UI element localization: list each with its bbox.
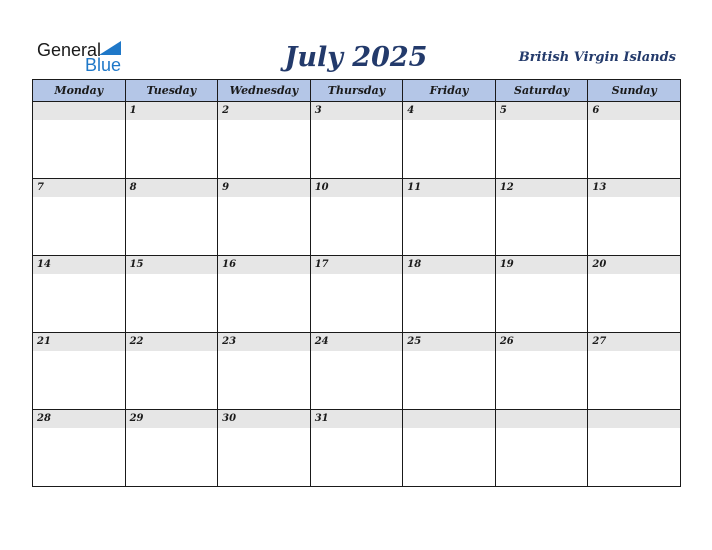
day-number [33, 102, 125, 120]
day-cell [218, 256, 311, 333]
day-cell [310, 256, 403, 333]
logo-text-general: General [37, 40, 102, 60]
day-number: 20 [588, 256, 680, 274]
day-cell [218, 102, 311, 179]
day-number: 26 [496, 333, 588, 351]
weekday-header-tuesday: Tuesday [125, 80, 218, 102]
day-cell [33, 410, 126, 487]
day-number: 1 [126, 102, 218, 120]
day-number: 27 [588, 333, 680, 351]
day-number: 4 [403, 102, 495, 120]
day-number [588, 410, 680, 428]
country-name: British Virgin Islands [518, 50, 676, 65]
day-number: 22 [126, 333, 218, 351]
day-cell [310, 333, 403, 410]
day-cell [125, 333, 218, 410]
day-number: 11 [403, 179, 495, 197]
day-number: 30 [218, 410, 310, 428]
day-cell [310, 102, 403, 179]
day-number: 3 [311, 102, 403, 120]
day-cell [403, 102, 496, 179]
weekday-header-saturday: Saturday [495, 80, 588, 102]
day-cell [33, 333, 126, 410]
day-cell [125, 256, 218, 333]
day-cell [125, 410, 218, 487]
day-cell [588, 410, 681, 487]
day-cell [588, 102, 681, 179]
day-number: 23 [218, 333, 310, 351]
day-number: 19 [496, 256, 588, 274]
day-cell [588, 179, 681, 256]
day-cell [218, 410, 311, 487]
day-number: 16 [218, 256, 310, 274]
day-cell [588, 333, 681, 410]
day-number: 8 [126, 179, 218, 197]
day-number: 18 [403, 256, 495, 274]
week-row-1 [33, 102, 681, 179]
day-cell [588, 256, 681, 333]
day-cell [125, 179, 218, 256]
day-cell [495, 179, 588, 256]
day-number: 10 [311, 179, 403, 197]
month-calendar-grid [32, 79, 681, 487]
day-number: 7 [33, 179, 125, 197]
day-cell [495, 333, 588, 410]
day-number: 29 [126, 410, 218, 428]
week-row-5 [33, 410, 681, 487]
weekday-header-row [33, 80, 681, 102]
day-number: 13 [588, 179, 680, 197]
weekday-header-friday: Friday [403, 80, 496, 102]
day-cell [218, 333, 311, 410]
day-number: 6 [588, 102, 680, 120]
week-row-2 [33, 179, 681, 256]
day-cell [125, 102, 218, 179]
weekday-header-thursday: Thursday [310, 80, 403, 102]
day-number: 5 [496, 102, 588, 120]
day-cell [403, 333, 496, 410]
day-number: 24 [311, 333, 403, 351]
day-cell [310, 410, 403, 487]
day-cell [403, 410, 496, 487]
day-cell [33, 179, 126, 256]
week-row-4 [33, 333, 681, 410]
day-number: 12 [496, 179, 588, 197]
day-number [496, 410, 588, 428]
day-cell [310, 179, 403, 256]
day-number: 31 [311, 410, 403, 428]
day-number: 17 [311, 256, 403, 274]
day-number [403, 410, 495, 428]
day-number: 21 [33, 333, 125, 351]
weekday-header-wednesday: Wednesday [218, 80, 311, 102]
day-cell [218, 179, 311, 256]
weekday-header-sunday: Sunday [588, 80, 681, 102]
day-cell [33, 102, 126, 179]
week-row-3 [33, 256, 681, 333]
logo-triangle-icon [99, 41, 121, 55]
day-number: 2 [218, 102, 310, 120]
day-cell [403, 179, 496, 256]
day-number: 9 [218, 179, 310, 197]
day-number: 25 [403, 333, 495, 351]
logo-text-blue: Blue [85, 55, 122, 75]
weekday-header-monday: Monday [33, 80, 126, 102]
day-cell [403, 256, 496, 333]
day-cell [495, 102, 588, 179]
day-cell [495, 410, 588, 487]
calendar-title: July 2025 [284, 42, 428, 73]
day-number: 14 [33, 256, 125, 274]
day-cell [33, 256, 126, 333]
day-number: 15 [126, 256, 218, 274]
generalblue-logo [37, 40, 137, 74]
day-number: 28 [33, 410, 125, 428]
day-cell [495, 256, 588, 333]
